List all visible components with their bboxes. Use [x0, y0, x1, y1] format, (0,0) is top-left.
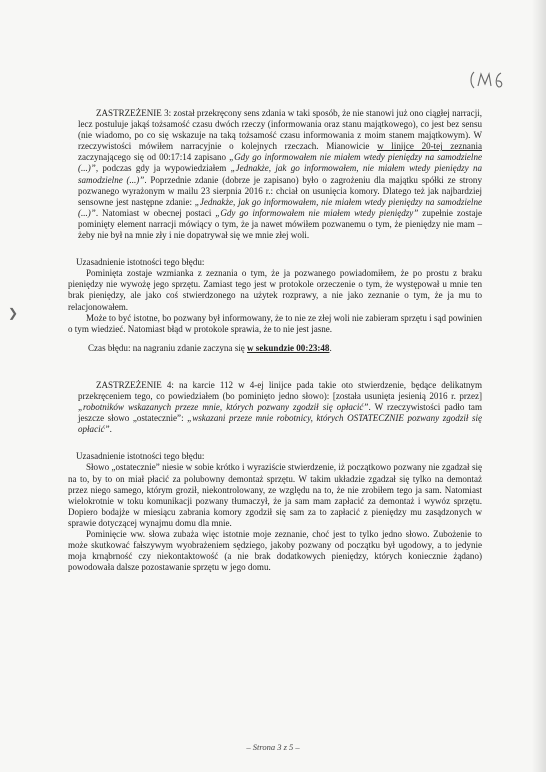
objection-4-heading: ZASTRZEŻENIE 4: — [96, 379, 174, 390]
quote-span: „wskazani przeze mnie robotnicy, których OSTATECZNIE pozwany zgodził się opłacić” — [78, 413, 482, 435]
objection-3-paragraph — [68, 108, 482, 241]
scan-edge-shadow — [532, 0, 546, 772]
text-span: . Natomiast w obecnej postaci — [95, 207, 216, 218]
reason-title: Uzasadnienie istotności tego błędu: — [76, 257, 205, 268]
text-span: zaczynającego się od 00:17:14 zapisano — [78, 152, 230, 163]
scan-margin-mark: ❯ — [8, 306, 19, 320]
text-span: . — [109, 424, 112, 435]
reason-title: Uzasadnienie istotności tego błędu: — [76, 451, 205, 462]
objection-4-paragraph — [68, 380, 482, 435]
reason-paragraph: Słowo „ostatecznie” niesie w sobie krótko i wyraziście stwierdzenie, iż początkowo pozwany nie zgadzał się na to, by to on miał płacić za polubowny demontaż sprzętu. W takim układzie zgadzał się tylko na demontaż przez niego samego, którym groził, niekontrolowany, ze względu na to, że nie zrobiłem tego ja sam. Natomiast wielokrotnie w toku komunikacji pozwany tłumaczył, że ja sam mam zapłacić za demontaż i wywóz sprzętu. Dopiero bodajże w miesiącu zabrania komory zgodził się sam za to zapłacić z pieniędzy mu zasądzonych w sprawie dotyczącej wynajmu domu dla mnie. — [68, 462, 482, 528]
reason-paragraph: Pominięta zostaje wzmianka z zeznania o tym, że ja pozwanego powiadomiłem, że po prostu z braku pieniędzy nie wywożę jego sprzętu. Zamiast tego jest w protokole orzeczenie o tym, że występował u mnie ten brak pieniędzy, ale jako coś stwierdzonego na użytek rozprawy, a nie jako zeznanie o tym, że ja mu to relacjonowałem. — [68, 268, 482, 312]
line-reference: w linijce 20-tej zeznania — [377, 141, 482, 152]
reason-paragraph: Pominięcie ww. słowa zubaża więc istotnie moje zeznanie, choć jest to tylko jedno słowo. Zubożenie to może skutkować fałszywym wyobrażeniem sędziego, jakoby pozwany od początku był ugodowy, a to jedynie moja krnąbrność czy niekontaktowość (a nie brak dodatkowych pieniędzy, których koniecznie żądano) powodowała dalsze pozostawanie sprzętu w jego domu. — [68, 529, 482, 573]
quote-span: „Gdy go informowałem nie miałem wtedy pieniędzy na samodzielne (...)” — [78, 152, 482, 174]
text-span: . — [329, 342, 332, 353]
page-footer: – Strona 3 z 5 – — [246, 742, 300, 752]
document-body — [68, 108, 482, 573]
text-span: , podczas gdy ja wypowiedziałem — [95, 163, 231, 174]
handwritten-page-number — [468, 68, 508, 92]
text-span: został przekręcony sens zdania w taki sposób, że nie stanowi już ono ciągłej narracji, lecz postuluje jakąś tożsamość czasu dwóch rzeczy (informowania oraz stanu majątkowego), co jest bez sensu (nie wiadomo, po co się wskazuje na taką tożsamość czasu informowania z moim stanem majątkowym). W rzeczywistości mówiłem narracyjnie o kolejnych rzeczach. Mianowicie — [78, 108, 482, 152]
error-time-line — [68, 343, 482, 354]
text-span: na karcie 112 w 4-ej linijce pada takie oto stwierdzenie, będące delikatnym przekręceniem tego, co powiedziałem (bo pominięto jedno słowo): [została usunięta jesienią 2016 r. przez] — [78, 379, 482, 401]
time-label: Czas błędu: na nagraniu zdanie zaczyna się — [88, 342, 248, 353]
quote-span: „robotników wskazanych przeze mnie, których pozwany zgodził się opłacić” — [78, 402, 369, 413]
text-span: . W rzeczywistości padło tam jeszcze słowo „ostatecznie”: — [78, 402, 482, 424]
objection-3-heading: ZASTRZEŻENIE 3: — [96, 108, 172, 118]
time-value: w sekundzie 00:23:48 — [247, 342, 330, 353]
quote-span: „Jednakże, jak go informowałem, nie miałem wtedy pieniędzy na samodzielne (...)” — [78, 196, 482, 218]
quote-span: „Jednakże, jak go informowałem, nie miałem wtedy pieniędzy na samodzielne (...)” — [78, 163, 483, 185]
quote-span: „Gdy go informowałem nie miałem wtedy pieniędzy” — [215, 207, 419, 218]
reason-paragraph: Może to być istotne, bo pozwany był informowany, że to nie ze złej woli nie zabieram sprzętu i sąd powinien o tym wiedzieć. Natomiast błąd w protokole sprawia, że to nie jest jasne. — [68, 312, 482, 334]
text-span: zupełnie zostaje pominięty element narracji mówiący o tym, że ja nawet mówiłem pozwanemu o tym, że pieniędzy nie mam – żeby nie był na mnie zły i nie dopatrywał się we mnie złej woli. — [78, 207, 483, 241]
text-span: . Poprzednie zdanie (dobrze je zapisano) było o zagrożeniu dla majątku spółki ze strony pozwanego wyrażonym w mailu 23 sierpnia 2016 r.: chciał on usunięcia komory. Dlatego też jak najbardziej sensowne jest następne zdanie: — [78, 174, 482, 207]
